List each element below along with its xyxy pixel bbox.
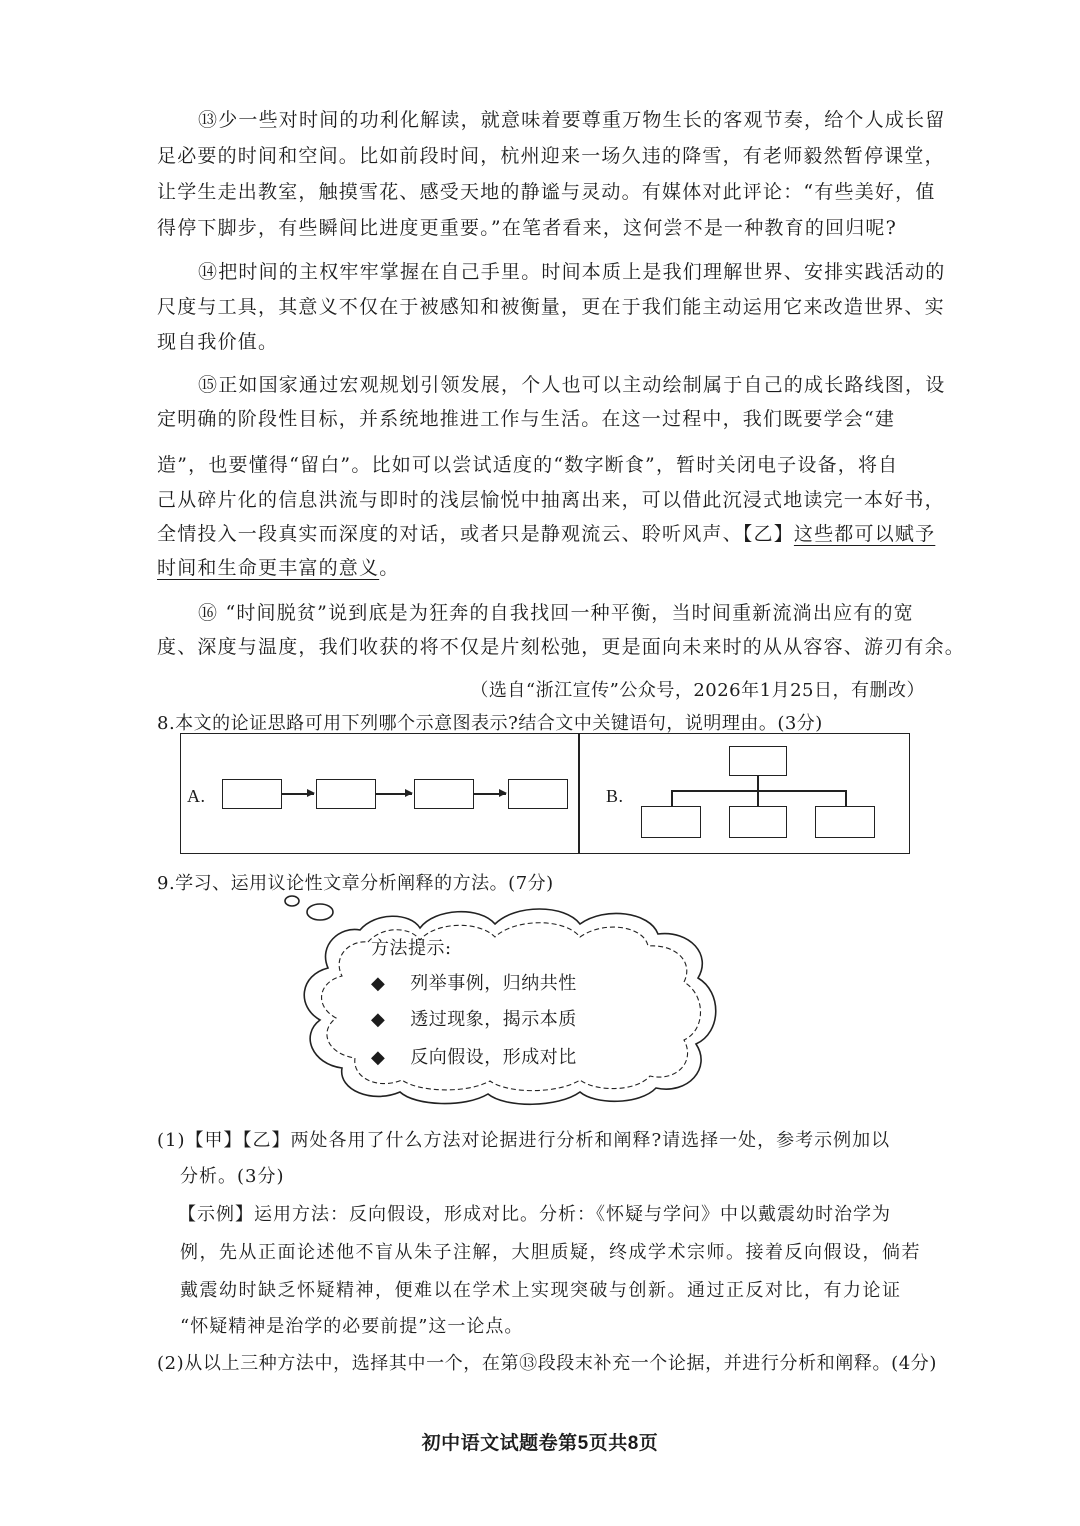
method-1 <box>371 969 577 995</box>
p14-line-3: 现自我价值。 <box>157 331 279 353</box>
example-line-3: 戴震幼时缺乏怀疑精神，便难以在学术上实现突破与创新。通过正反对比，有力论证 <box>180 1280 902 1301</box>
p14-line-1: ⑭把时间的主权牢牢掌握在自己手里。时间本质上是我们理解世界、安排实践活动的 <box>198 261 946 283</box>
underlined-sentence-part-1: 这些都可以赋予 <box>793 523 936 545</box>
method-1-text: 列举事例，归纳共性 <box>410 973 577 994</box>
question-8: 8.本文的论证思路可用下列哪个示意图表示?结合文中关键语句，说明理由。(3分) <box>157 713 823 734</box>
bullet-diamond-icon: ◆ <box>371 973 386 994</box>
example-line-1: 【示例】运用方法：反向假设，形成对比。分析：《怀疑与学问》中以戴震幼时治学为 <box>178 1204 891 1225</box>
p15-line-3: 造”，也要懂得“留白”。比如可以尝试适度的“数字断食”，暂时关闭电子设备，将自 <box>157 454 899 476</box>
bullet-diamond-icon: ◆ <box>371 1009 386 1030</box>
question-9: 9.学习、运用议论性文章分析阐释的方法。(7分) <box>157 873 554 894</box>
p15-line-5-text: 全情投入一段真实而深度的对话，或者只是静观流云、聆听风声、【乙】 <box>157 523 794 545</box>
q9-sub2: (2)从以上三种方法中，选择其中一个，在第⑬段段末补充一个论据，并进行分析和阐释。(4分) <box>157 1353 937 1374</box>
q9-sub1: (1)【甲】【乙】两处各用了什么方法对论据进行分析和阐释?请选择一处，参考示例加以 <box>157 1130 891 1151</box>
source-citation: （选自“浙江宣传”公众号，2026年1月25日，有删改） <box>470 680 925 701</box>
p16-line-2: 度、深度与温度，我们收获的将不仅是片刻松弛，更是面向未来时的从从容容、游刃有余。 <box>157 636 966 658</box>
example-line-2: 例，先从正面论述他不盲从朱子注解，大胆质疑，终成学术宗师。接着反向假设，倘若 <box>180 1242 921 1263</box>
underlined-sentence-part-2: 时间和生命更丰富的意义 <box>157 557 380 579</box>
p14-line-2: 尺度与工具，其意义不仅在于被感知和被衡量，更在于我们能主动运用它来改造世界、实 <box>157 296 945 318</box>
p13-line-1: ⑬少一些对时间的功利化解读，就意味着要尊重万物生长的客观节奏，给个人成长留 <box>198 109 946 131</box>
method-2-text: 透过现象，揭示本质 <box>410 1009 577 1030</box>
p13-line-3: 让学生走出教室，触摸雪花、感受天地的静谧与灵动。有媒体对此评论：“有些美好，值 <box>157 181 936 203</box>
p15-line-1: ⑮正如国家通过宏观规划引领发展，个人也可以主动绘制属于自己的成长路线图，设 <box>198 374 946 396</box>
option-a-label: A. <box>187 786 206 806</box>
thought-bubble-small <box>285 896 299 906</box>
p15-line-4: 己从碎片化的信息洪流与即时的浅层愉悦中抽离出来，可以借此沉浸式地读完一本好书， <box>157 489 945 511</box>
page-footer: 初中语文试题卷第5页共8页 <box>421 1433 659 1454</box>
q9-sub1-cont: 分析。(3分) <box>180 1166 285 1187</box>
p13-line-4: 得停下脚步，有些瞬间比进度更重要。”在笔者看来，这何尝不是一种教育的回归呢? <box>157 217 898 239</box>
cloud-title: 方法提示: <box>371 938 452 959</box>
bullet-diamond-icon: ◆ <box>371 1047 386 1068</box>
example-line-4: “怀疑精神是治学的必要前提”这一论点。 <box>180 1316 524 1337</box>
thought-bubble-medium <box>307 904 333 920</box>
method-3 <box>371 1043 577 1069</box>
p16-line-1: ⑯ “时间脱贫”说到底是为狂奔的自我找回一种平衡，当时间重新流淌出应有的宽 <box>198 602 914 624</box>
p15-line-2: 定明确的阶段性目标，并系统地推进工作与生活。在这一过程中，我们既要学会“建 <box>157 408 896 430</box>
method-2 <box>371 1005 577 1031</box>
p15-period: 。 <box>379 557 400 579</box>
method-3-text: 反向假设，形成对比 <box>410 1047 577 1068</box>
option-b-label: B. <box>606 786 624 806</box>
p13-line-2: 足必要的时间和空间。比如前段时间，杭州迎来一场久违的降雪，有老师毅然暂停课堂， <box>157 145 945 167</box>
